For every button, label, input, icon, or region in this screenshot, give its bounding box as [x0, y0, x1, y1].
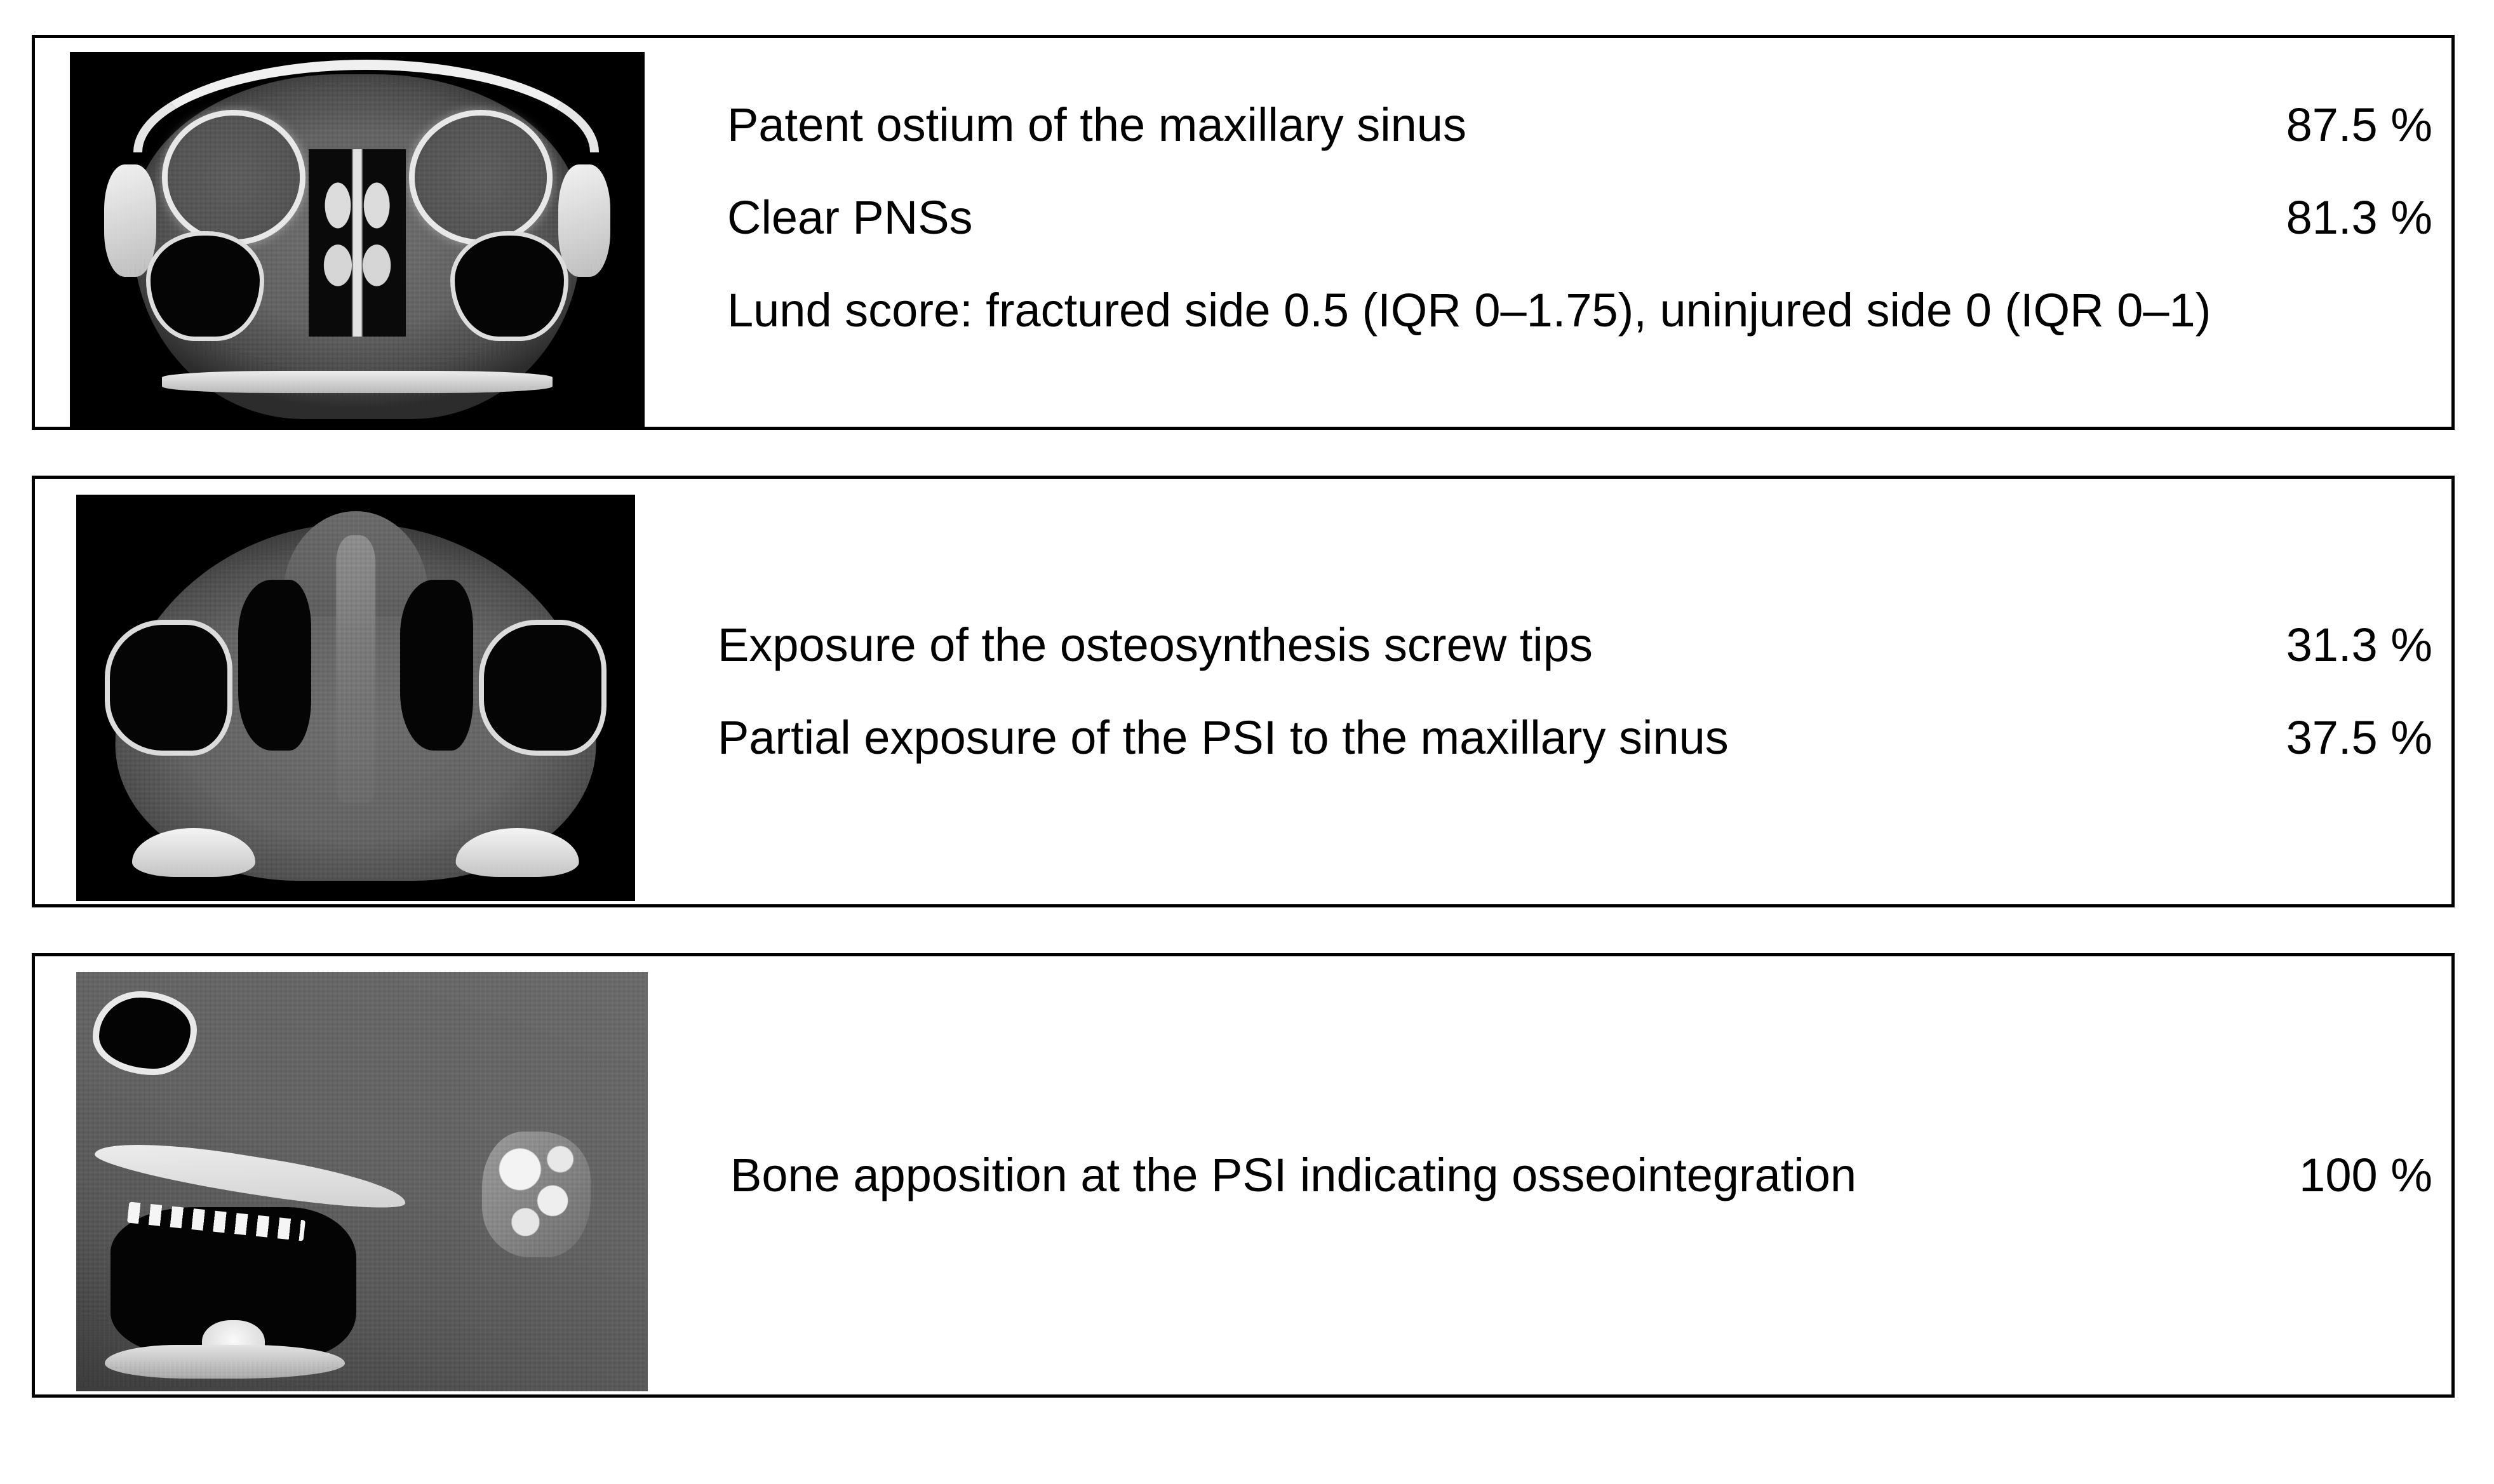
axial-nasal-airway-right: [400, 580, 473, 751]
result-value: 37.5 %: [2286, 711, 2432, 764]
coronal-maxillary-sinus-left: [151, 236, 260, 337]
scan-image-wrapper-axial: [35, 479, 635, 904]
axial-nasal-airway-left: [238, 580, 311, 751]
scan-image-wrapper-sagittal: [35, 956, 648, 1394]
result-row: [718, 711, 2432, 764]
result-value: 100 %: [2299, 1149, 2432, 1201]
coronal-maxillary-sinus-right: [455, 236, 564, 337]
coronal-ct-image: [70, 52, 645, 427]
sagittal-frontal-sinus: [99, 998, 191, 1069]
sagittal-alveolar-ridge: [105, 1345, 345, 1379]
result-label: Exposure of the osteosynthesis screw tips: [718, 618, 1593, 671]
panel-axial: [32, 476, 2455, 907]
lund-score-note: Lund score: fractured side 0.5 (IQR 0–1.75), uninjured side 0 (IQR 0–1): [727, 284, 2211, 337]
axial-ct-image: [76, 495, 635, 901]
coronal-zygoma-left: [104, 164, 156, 277]
panel-sagittal-text: [648, 956, 2451, 1394]
coronal-nasal-cavity: [309, 149, 406, 337]
coronal-orbit-left: [168, 116, 300, 239]
result-label: Patent ostium of the maxillary sinus: [727, 98, 1466, 151]
result-row: [727, 191, 2432, 244]
panel-coronal: [32, 35, 2455, 430]
result-label: Partial exposure of the PSI to the maxillary sinus: [718, 711, 1729, 764]
result-row: [730, 1149, 2432, 1201]
result-value: 87.5 %: [2286, 98, 2432, 151]
result-label: Bone apposition at the PSI indicating osseointegration: [730, 1149, 1857, 1201]
panel-sagittal: [32, 953, 2455, 1398]
panel-coronal-text: [645, 38, 2451, 427]
result-label: Clear PNSs: [727, 191, 973, 244]
result-row: [718, 618, 2432, 671]
sagittal-pterygoid-region: [482, 1132, 591, 1257]
scan-image-wrapper-coronal: [35, 38, 645, 427]
axial-nasal-septum: [336, 535, 375, 803]
axial-maxillary-sinus-right: [484, 625, 601, 751]
result-row: [727, 98, 2432, 151]
coronal-hard-palate: [162, 371, 553, 393]
coronal-orbit-right: [415, 116, 547, 239]
result-value: 81.3 %: [2286, 191, 2432, 244]
coronal-zygoma-right: [558, 164, 610, 277]
result-value: 31.3 %: [2286, 618, 2432, 671]
axial-maxillary-sinus-left: [110, 625, 227, 751]
panel-axial-text: [635, 479, 2451, 904]
sagittal-ct-image: [76, 972, 648, 1391]
